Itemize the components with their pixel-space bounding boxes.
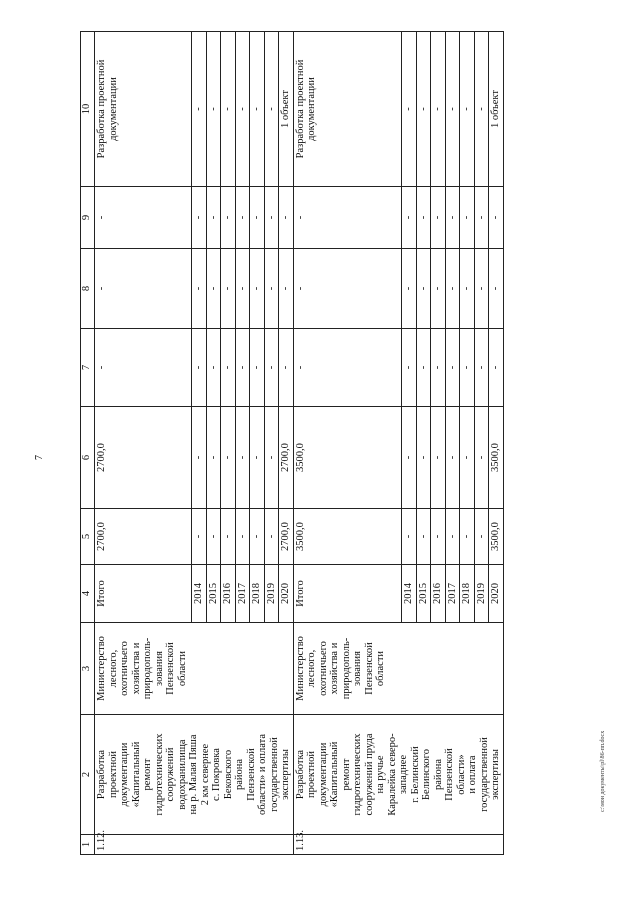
header-col-6: 6 xyxy=(81,407,95,509)
funding-total-c8: - xyxy=(293,249,402,329)
value-c7: - xyxy=(474,329,489,407)
period-total-label: Итого xyxy=(95,565,192,623)
value-c7: - xyxy=(250,329,265,407)
funding-total-c9: - xyxy=(293,187,402,249)
header-col-9: 9 xyxy=(81,187,95,249)
value-c5: - xyxy=(264,509,279,565)
result-cell: - xyxy=(221,32,236,187)
value-c6: - xyxy=(250,407,265,509)
value-c5: - xyxy=(206,509,221,565)
value-c5: - xyxy=(192,509,207,565)
value-c5: 3500,0 xyxy=(489,509,504,565)
value-c5: - xyxy=(235,509,250,565)
value-c5: 2700,0 xyxy=(279,509,294,565)
header-col-1: 1 xyxy=(81,835,95,855)
result-cell: - xyxy=(474,32,489,187)
program-table xyxy=(80,31,504,855)
value-c8: - xyxy=(431,249,446,329)
value-c6: - xyxy=(264,407,279,509)
table-row xyxy=(293,32,402,855)
result-cell: - xyxy=(192,32,207,187)
value-c7: - xyxy=(416,329,431,407)
value-c7: - xyxy=(192,329,207,407)
value-c5: - xyxy=(460,509,475,565)
header-col-8: 8 xyxy=(81,249,95,329)
year-cell: 2014 xyxy=(192,565,207,623)
funding-total-c9: - xyxy=(95,187,192,249)
result-cell: - xyxy=(416,32,431,187)
value-c6: 3500,0 xyxy=(489,407,504,509)
header-col-4: 4 xyxy=(81,565,95,623)
value-c9: - xyxy=(279,187,294,249)
value-c9: - xyxy=(264,187,279,249)
value-c8: - xyxy=(445,249,460,329)
item-number: 1.13. xyxy=(293,835,503,855)
year-cell: 2020 xyxy=(279,565,294,623)
value-c8: - xyxy=(192,249,207,329)
year-cell: 2019 xyxy=(264,565,279,623)
result-cell: - xyxy=(402,32,417,187)
value-c8: - xyxy=(489,249,504,329)
value-c9: - xyxy=(402,187,417,249)
activity-description: Разработка проектной документации «Капитальный ремонт гидротехнических сооружений водохранилища на р. Малая Пяша 2 км севернее с. Покровка Бековского района Пензенской области» и оплата государственной экспертизы xyxy=(95,715,294,835)
value-c5: - xyxy=(474,509,489,565)
result-cell: - xyxy=(445,32,460,187)
value-c5: - xyxy=(445,509,460,565)
value-c5: - xyxy=(250,509,265,565)
header-col-2: 2 xyxy=(81,715,95,835)
header-col-7: 7 xyxy=(81,329,95,407)
value-c7: - xyxy=(221,329,236,407)
value-c6: 2700,0 xyxy=(279,407,294,509)
result-cell: - xyxy=(431,32,446,187)
year-cell: 2016 xyxy=(431,565,446,623)
result-cell: 1 объект xyxy=(279,32,294,187)
value-c5: - xyxy=(431,509,446,565)
value-c5: - xyxy=(402,509,417,565)
year-cell: 2015 xyxy=(416,565,431,623)
value-c6: - xyxy=(445,407,460,509)
year-cell: 2015 xyxy=(206,565,221,623)
value-c7: - xyxy=(206,329,221,407)
value-c7: - xyxy=(460,329,475,407)
value-c9: - xyxy=(206,187,221,249)
value-c9: - xyxy=(474,187,489,249)
value-c7: - xyxy=(489,329,504,407)
value-c9: - xyxy=(192,187,207,249)
value-c6: - xyxy=(431,407,446,509)
result-cell: - xyxy=(206,32,221,187)
value-c8: - xyxy=(402,249,417,329)
value-c9: - xyxy=(445,187,460,249)
header-col-10: 10 xyxy=(81,32,95,187)
page-number: 7 xyxy=(34,455,45,460)
value-c6: - xyxy=(416,407,431,509)
value-c8: - xyxy=(235,249,250,329)
year-cell: 2018 xyxy=(460,565,475,623)
result-cell: - xyxy=(235,32,250,187)
value-c9: - xyxy=(489,187,504,249)
year-cell: 2016 xyxy=(221,565,236,623)
funding-total-c8: - xyxy=(95,249,192,329)
value-c6: - xyxy=(474,407,489,509)
value-c9: - xyxy=(460,187,475,249)
period-total-label: Итого xyxy=(293,565,402,623)
value-c8: - xyxy=(221,249,236,329)
document-page-rotated xyxy=(80,32,604,855)
result-total: Разработка проектной документации xyxy=(95,32,192,187)
value-c7: - xyxy=(431,329,446,407)
value-c9: - xyxy=(431,187,446,249)
header-row xyxy=(81,32,95,855)
value-c7: - xyxy=(445,329,460,407)
item-number: 1.12. xyxy=(95,835,294,855)
year-cell: 2020 xyxy=(489,565,504,623)
header-col-3: 3 xyxy=(81,623,95,715)
footer-file-path: c:\мои документы\pl\86-пп.docx xyxy=(600,730,606,812)
year-cell: 2019 xyxy=(474,565,489,623)
funding-total-c5: 3500,0 xyxy=(293,509,402,565)
value-c8: - xyxy=(416,249,431,329)
value-c9: - xyxy=(221,187,236,249)
table-row xyxy=(95,32,192,855)
funding-total-c6: 2700,0 xyxy=(95,407,192,509)
value-c9: - xyxy=(416,187,431,249)
result-cell: - xyxy=(264,32,279,187)
value-c8: - xyxy=(264,249,279,329)
value-c5: - xyxy=(416,509,431,565)
value-c8: - xyxy=(206,249,221,329)
funding-total-c5: 2700,0 xyxy=(95,509,192,565)
year-cell: 2017 xyxy=(235,565,250,623)
result-cell: 1 объект xyxy=(489,32,504,187)
value-c8: - xyxy=(460,249,475,329)
value-c9: - xyxy=(235,187,250,249)
value-c7: - xyxy=(402,329,417,407)
responsible-executor: Министерство лесного, охотничьего хозяйства и природополь- зования Пензенской области xyxy=(95,623,294,715)
result-cell: - xyxy=(250,32,265,187)
value-c5: - xyxy=(221,509,236,565)
value-c8: - xyxy=(250,249,265,329)
header-col-5: 5 xyxy=(81,509,95,565)
responsible-executor: Министерство лесного, охотничьего хозяйства и природополь- зования Пензенской области xyxy=(293,623,503,715)
value-c6: - xyxy=(206,407,221,509)
value-c8: - xyxy=(474,249,489,329)
value-c8: - xyxy=(279,249,294,329)
value-c7: - xyxy=(235,329,250,407)
activity-description: Разработка проектной документации «Капитальный ремонт гидротехнических сооружений пруда на ручье Каралейка северо- западнее г. Белинский Белинского района Пензенской области» и оплата государственной экспертизы xyxy=(293,715,503,835)
result-total: Разработка проектной документации xyxy=(293,32,402,187)
value-c7: - xyxy=(264,329,279,407)
funding-total-c7: - xyxy=(95,329,192,407)
value-c6: - xyxy=(221,407,236,509)
value-c6: - xyxy=(460,407,475,509)
value-c6: - xyxy=(402,407,417,509)
funding-total-c7: - xyxy=(293,329,402,407)
value-c9: - xyxy=(250,187,265,249)
value-c7: - xyxy=(279,329,294,407)
year-cell: 2018 xyxy=(250,565,265,623)
value-c6: - xyxy=(192,407,207,509)
year-cell: 2014 xyxy=(402,565,417,623)
year-cell: 2017 xyxy=(445,565,460,623)
result-cell: - xyxy=(460,32,475,187)
funding-total-c6: 3500,0 xyxy=(293,407,402,509)
value-c6: - xyxy=(235,407,250,509)
